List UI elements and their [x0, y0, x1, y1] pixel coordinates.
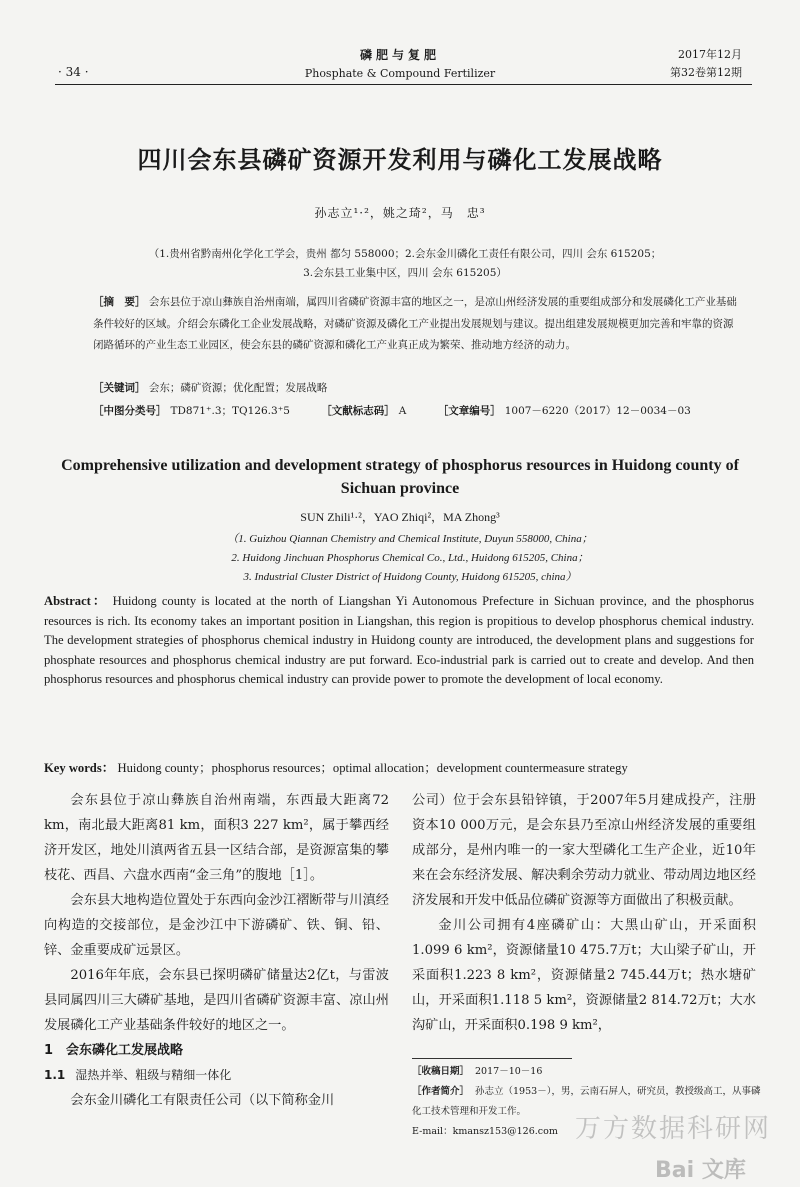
- footnote-rule: [412, 1058, 572, 1059]
- keywords-cn: [93, 380, 742, 395]
- clc-label: ［中图分类号］: [93, 405, 167, 417]
- header-rule: [55, 84, 752, 85]
- body-paragraph: 会东县位于凉山彝族自治州南端，东西最大距离72 km，南北最大距离81 km，面积3 227 km²，属于攀西经济开发区，地处川滇两省五县一区结合部，是资源富集的攀枝花、西昌、六盘水西南“金三角”的腹地［1］。: [44, 793, 389, 883]
- affiliation-en-line: 2. Huidong Jinchuan Phosphorus Chemical Co., Ltd., Huidong 615205, China；: [231, 552, 589, 564]
- abstract-en-label: Abstract：: [44, 594, 108, 608]
- author-email: E-mail：kmansz153@126.com: [412, 1126, 558, 1137]
- authors-cn: 孙志立¹·²，姚之琦²，马 忠³: [314, 206, 486, 220]
- affiliation-en-line: 3. Industrial Cluster District of Huidong County, Huidong 615205, china）: [243, 571, 577, 583]
- journal-name-cn: 磷肥与复肥: [359, 48, 440, 62]
- keywords-en: [44, 757, 754, 776]
- abstract-cn: [93, 292, 742, 357]
- journal-header: [250, 46, 550, 80]
- authors-en: SUN Zhili¹·²，YAO Zhiqi²，MA Zhong³: [300, 510, 500, 524]
- article-number-value: 1007－6220（2017）12－0034－03: [504, 405, 691, 417]
- issue-date: 2017年12月: [678, 48, 742, 61]
- abstract-cn-label: ［摘 要］: [93, 296, 146, 308]
- affiliation-en-line: （1. Guizhou Qiannan Chemistry and Chemical Institute, Duyun 558000, China；: [227, 533, 593, 545]
- journal-name-en: Phosphate & Compound Fertilizer: [304, 67, 496, 80]
- body-paragraph: 公司）位于会东县铅锌镇，于2007年5月建成投产，注册资本10 000万元，是会东县乃至凉山州经济发展的重要组成部分，是州内唯一的一家大型磷化工生产企业，近10年来在会东经济发展、解决剩余劳动力就业、带动周边地区经济发展和开发中低品位磷矿资源等方面做出了积极贡献。: [412, 793, 756, 908]
- title-cn: 四川会东县磷矿资源开发利用与磷化工发展战略: [137, 146, 663, 174]
- affiliations-en: [140, 530, 680, 587]
- body-column-right: [412, 788, 756, 1038]
- body-paragraph: 2016年年底，会东县已探明磷矿储量达2亿t，与雷波县同属四川三大磷矿基地，是四川省磷矿资源丰富、凉山州发展磷化工产业基础条件较好的地区之一。: [44, 968, 389, 1033]
- doc-code-label: ［文献标志码］: [321, 405, 395, 417]
- keywords-cn-label: ［关键词］: [93, 382, 146, 394]
- bio-value: 孙志立（1953－），男，云南石屏人，研究员，教授级高工，从事磷化工技术管理和开发工作。: [412, 1086, 761, 1117]
- keywords-cn-text: 会东；磷矿资源；优化配置；发展战略: [148, 382, 328, 394]
- body-paragraph: 金川公司拥有4座磷矿山：大黑山矿山，开采面积1.099 6 km²，资源储量10 475.7万t；大山梁子矿山，开采面积1.223 8 km²，资源储量2 745.44万t；热水塘矿山，开采面积1.118 5 km²，资源储量2 814.72万t；大水沟矿山，开采面积0.198 9 km²，: [412, 918, 756, 1033]
- subsection-number: 1.1: [44, 1068, 66, 1082]
- affiliation-cn-line: 3.会东县工业集中区，四川 会东 615205）: [303, 267, 507, 279]
- body-column-left: [44, 788, 389, 1113]
- issue-info: [670, 46, 742, 82]
- abstract-cn-text: 会东县位于凉山彝族自治州南端，属四川省磷矿资源丰富的地区之一，是凉山州经济发展的重要组成部分和发展磷化工产业基础条件较好的区域。介绍会东磷化工企业发展战略，对磷矿资源及磷化工产业提出发展规划与建议。提出组建发展规模更加完善和牢靠的资源闭路循环的产业生态工业园区，使会东县的磷矿资源和磷化工产业真正成为繁荣、推动地方经济的动力。: [93, 296, 737, 351]
- abstract-en: [44, 592, 754, 690]
- doc-code-value: A: [398, 405, 407, 417]
- abstract-en-text: Huidong county is located at the north of Liangshan Yi Autonomous Prefecture in Sichuan province, and the phosphorus resources is rich. Its economy takes an important position in Liangshan, this region is propitious to develop phosphorus chemical industry. The development strategies of phosphorus chemical industry in Huidong county are introduced, the development plans and suggestions for phosphate resources and phosphorus chemical industry are put forward. Eco-industrial park is carried out to create and develop. And then phosphorus resources and phosphorus chemical industry can provide power to promote the development of local economy.: [44, 594, 754, 686]
- article-number-label: ［文章编号］: [437, 405, 501, 417]
- volume-issue: 第32卷第12期: [670, 66, 742, 79]
- wanfang-watermark: 万方数据科研网: [575, 1114, 772, 1144]
- received-value: 2017－10－16: [475, 1066, 543, 1077]
- section-heading: 1 会东磷化工发展战略: [44, 1043, 184, 1058]
- baidu-wenku-watermark: Bai 文库: [655, 1158, 746, 1183]
- keywords-en-label: Key words：: [44, 761, 115, 775]
- affiliations-cn: [70, 245, 740, 283]
- classification-line: [93, 403, 760, 418]
- affiliation-cn-line: （1.贵州省黔南州化学化工学会，贵州 都匀 558000；2.会东金川磷化工责任有限公司，四川 会东 615205；: [148, 248, 662, 260]
- subsection-heading: [44, 1063, 389, 1088]
- body-paragraph: 会东金川磷化工有限责任公司（以下简称金川: [70, 1093, 335, 1108]
- body-paragraph: 会东县大地构造位置处于东西向金沙江褶断带与川滇经向构造的交接部位，是金沙江中下游磷矿、铁、铜、铅、锌、金重要成矿远景区。: [44, 893, 389, 958]
- title-en: Comprehensive utilization and development strategy of phosphorus resources in Huidong county of Sichuan province: [61, 457, 739, 497]
- page-number: · 34 ·: [58, 65, 89, 79]
- received-date: [412, 1062, 762, 1082]
- received-label: ［收稿日期］: [412, 1066, 470, 1077]
- subsection-title: 湿热并举、粗级与精细一体化: [75, 1068, 232, 1082]
- clc-value: TD871⁺.3；TQ126.3⁺5: [170, 405, 290, 417]
- keywords-en-text: Huidong county；phosphorus resources；optimal allocation；development countermeasure strategy: [117, 761, 628, 775]
- bio-label: ［作者简介］: [412, 1086, 470, 1097]
